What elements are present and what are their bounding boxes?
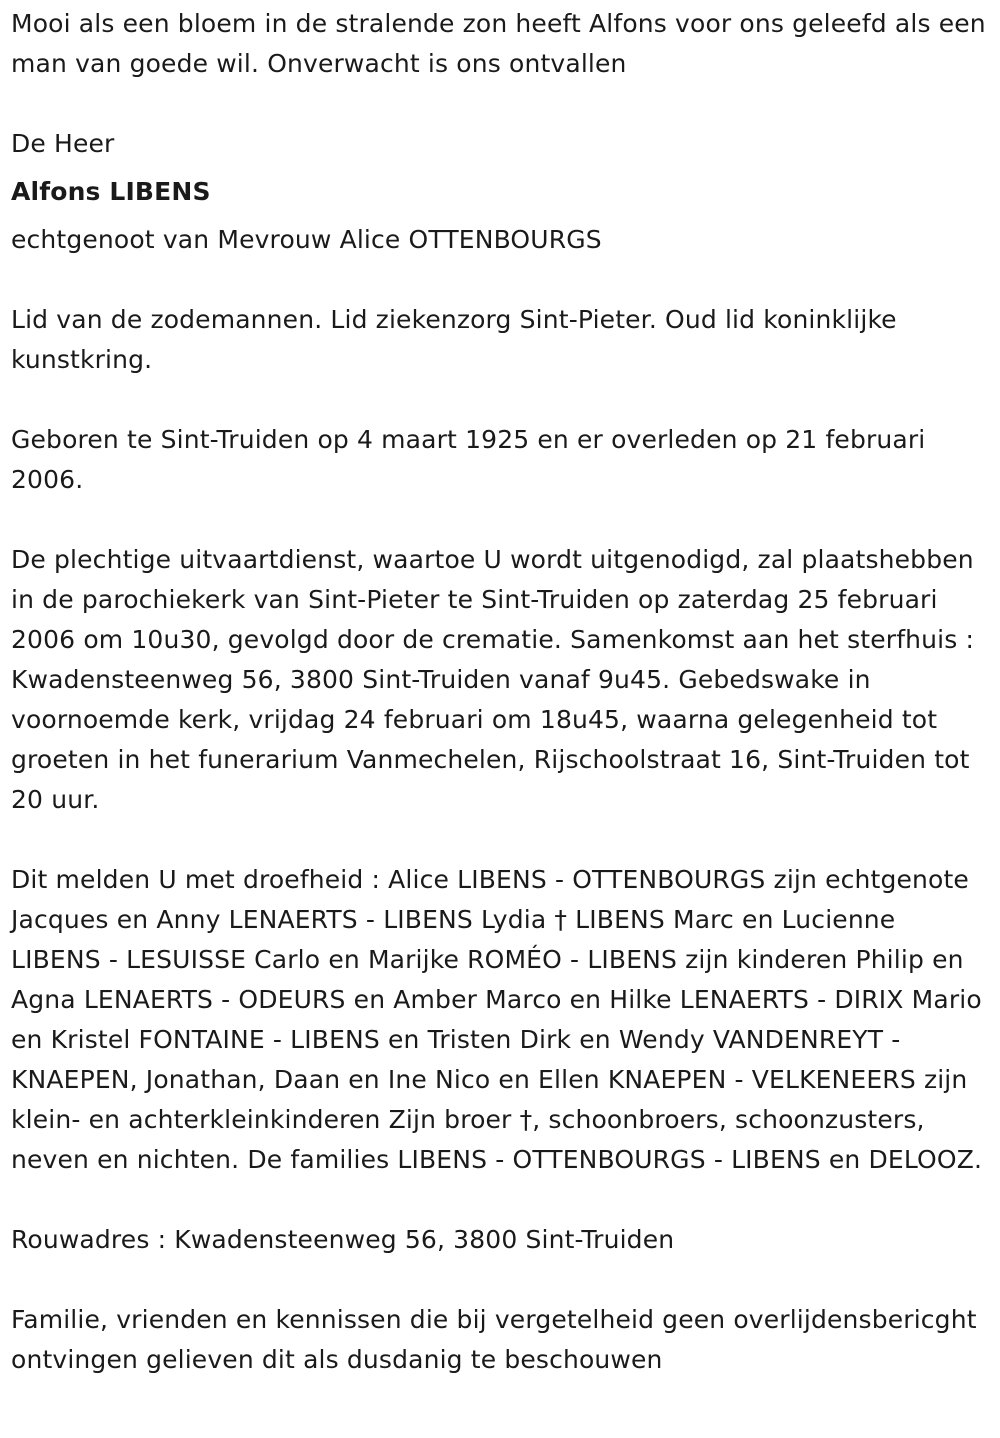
mourning-address: Rouwadres : Kwadensteenweg 56, 3800 Sint-Truiden — [11, 1225, 675, 1254]
memberships-text: Lid van de zodemannen. Lid ziekenzorg Sint-Pieter. Oud lid koninklijke kunstkring. — [11, 305, 897, 374]
birth-death-text: Geboren te Sint-Truiden op 4 maart 1925 en er overleden op 21 februari 2006. — [11, 425, 926, 494]
obituary-document — [11, 4, 986, 1380]
spacer — [11, 500, 986, 540]
spacer — [11, 380, 986, 420]
salutation: De Heer — [11, 129, 115, 158]
spacer — [11, 1180, 986, 1220]
spacer — [11, 164, 986, 172]
spouse-line: echtgenoot van Mevrouw Alice OTTENBOURGS — [11, 225, 602, 254]
intro-text: Mooi als een bloem in de stralende zon heeft Alfons voor ons geleefd als een man van goede wil. Onverwacht is ons ontvallen — [11, 9, 986, 78]
deceased-name: Alfons LIBENS — [11, 177, 211, 206]
spacer — [11, 1260, 986, 1300]
family-announcement-text: Dit melden U met droefheid : Alice LIBENS - OTTENBOURGS zijn echtgenote Jacques en Anny LENAERTS - LIBENS Lydia † LIBENS Marc en Lucienne LIBENS - LESUISSE Carlo en Marijke ROMÉO - LIBENS zijn kinderen Philip en Agna LENAERTS - ODEURS en Amber Marco en Hilke LENAERTS - DIRIX Mario en Kristel FONTAINE - LIBENS en Tristen Dirk en Wendy VANDENREYT - KNAEPEN, Jonathan, Daan en Ine Nico en Ellen KNAEPEN - VELKENEERS zijn klein- en achterkleinkinderen Zijn broer †, schoonbroers, schoonzusters, neven en nichten. De families LIBENS - OTTENBOURGS - LIBENS en DELOOZ. — [11, 865, 983, 1174]
closing-note: Familie, vrienden en kennissen die bij vergetelheid geen overlijdensbericght ontvingen gelieven dit als dusdanig te beschouwen — [11, 1305, 977, 1374]
spacer — [11, 84, 986, 124]
spacer — [11, 212, 986, 220]
spacer — [11, 260, 986, 300]
spacer — [11, 820, 986, 860]
funeral-details-text: De plechtige uitvaartdienst, waartoe U wordt uitgenodigd, zal plaatshebben in de parochiekerk van Sint-Pieter te Sint-Truiden op zaterdag 25 februari 2006 om 10u30, gevolgd door de crematie. Samenkomst aan het sterfhuis : Kwadensteenweg 56, 3800 Sint-Truiden vanaf 9u45. Gebedswake in voornoemde kerk, vrijdag 24 februari om 18u45, waarna gelegenheid tot groeten in het funerarium Vanmechelen, Rijschoolstraat 16, Sint-Truiden tot 20 uur. — [11, 545, 975, 814]
